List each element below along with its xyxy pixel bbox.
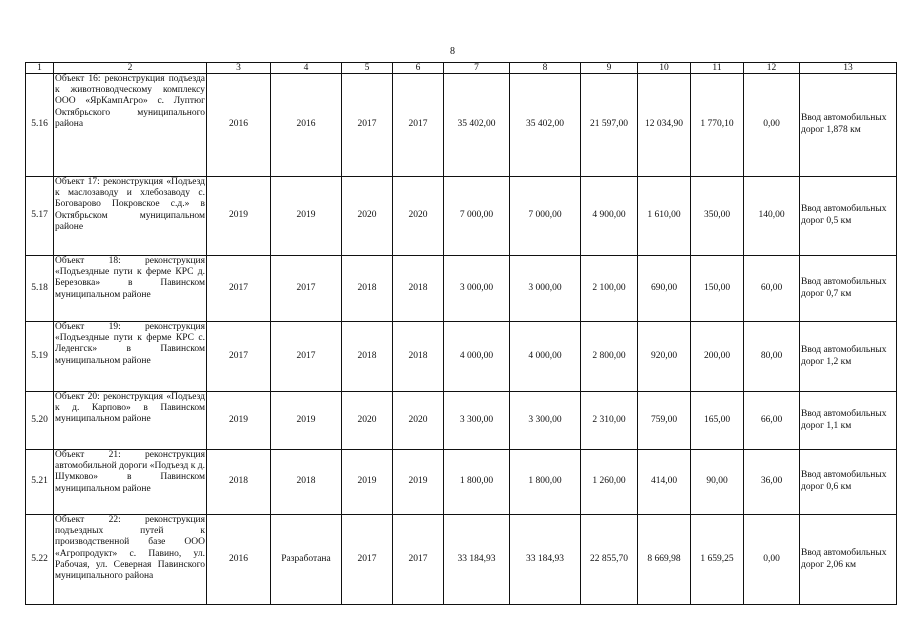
cell-col8: 35 402,00: [510, 74, 581, 177]
cell-col6: 2019: [393, 450, 444, 515]
cell-col8: 1 800,00: [510, 450, 581, 515]
cell-col12: 66,00: [744, 392, 800, 450]
cell-col9: 4 900,00: [581, 177, 638, 256]
table-row: [26, 322, 897, 392]
cell-col4: 2017: [271, 322, 342, 392]
cell-col5: 2018: [342, 322, 393, 392]
row-number: 5.17: [26, 177, 54, 256]
row-number: 5.21: [26, 450, 54, 515]
cell-col7: 4 000,00: [444, 322, 510, 392]
cell-col5: 2019: [342, 450, 393, 515]
column-header: 6: [393, 63, 444, 74]
row-number: 5.19: [26, 322, 54, 392]
cell-col3: 2017: [207, 322, 271, 392]
column-header: 12: [744, 63, 800, 74]
result-description: Ввод автомобильных дорог 2,06 км: [800, 515, 897, 605]
table-row: [26, 177, 897, 256]
cell-col9: 22 855,70: [581, 515, 638, 605]
cell-col8: 3 000,00: [510, 256, 581, 322]
cell-col4: 2017: [271, 256, 342, 322]
cell-col7: 3 300,00: [444, 392, 510, 450]
cell-col10: 920,00: [638, 322, 691, 392]
cell-col10: 690,00: [638, 256, 691, 322]
cell-col7: 35 402,00: [444, 74, 510, 177]
column-header: 10: [638, 63, 691, 74]
cell-col9: 1 260,00: [581, 450, 638, 515]
cell-col12: 60,00: [744, 256, 800, 322]
column-header: 3: [207, 63, 271, 74]
cell-col4: 2016: [271, 74, 342, 177]
column-header: 11: [691, 63, 744, 74]
cell-col6: 2018: [393, 322, 444, 392]
result-description: Ввод автомобильных дорог 1,2 км: [800, 322, 897, 392]
table-row: [26, 256, 897, 322]
column-header: 5: [342, 63, 393, 74]
cell-col3: 2018: [207, 450, 271, 515]
cell-col8: 3 300,00: [510, 392, 581, 450]
cell-col12: 80,00: [744, 322, 800, 392]
result-description: Ввод автомобильных дорог 0,6 км: [800, 450, 897, 515]
cell-col8: 7 000,00: [510, 177, 581, 256]
column-header: 13: [800, 63, 897, 74]
cell-col12: 0,00: [744, 515, 800, 605]
cell-col10: 8 669,98: [638, 515, 691, 605]
cell-col10: 759,00: [638, 392, 691, 450]
result-description: Ввод автомобильных дорог 1,1 км: [800, 392, 897, 450]
header-row: [26, 63, 897, 74]
cell-col6: 2018: [393, 256, 444, 322]
cell-col3: 2017: [207, 256, 271, 322]
cell-col11: 1 770,10: [691, 74, 744, 177]
cell-col11: 200,00: [691, 322, 744, 392]
data-table: [25, 62, 897, 605]
object-description: Объект 16: реконструкция подъезда к животноводческому комплексу ООО «ЯрКампАгро» с. Луптюг Октябрьского муниципального района: [54, 74, 207, 177]
table-row: [26, 450, 897, 515]
cell-col12: 36,00: [744, 450, 800, 515]
cell-col6: 2020: [393, 392, 444, 450]
object-description: Объект 19: реконструкция «Подъездные пути к ферме КРС с. Леденгск» в Павинском муниципальном районе: [54, 322, 207, 392]
cell-col6: 2017: [393, 515, 444, 605]
object-description: Объект 17: реконструкция «Подъезд к маслозаводу и хлебозаводу с. Боговарово Покровское с.д.» в Октябрьском муниципальном районе: [54, 177, 207, 256]
cell-col11: 1 659,25: [691, 515, 744, 605]
page-number: 8: [450, 46, 455, 57]
cell-col3: 2016: [207, 74, 271, 177]
cell-col4: 2018: [271, 450, 342, 515]
cell-col7: 1 800,00: [444, 450, 510, 515]
object-description: Объект 22: реконструкция подъездных путей к производственной базе ООО «Агропродукт» с. Павино, ул. Рабочая, ул. Северная Павинского муниципального района: [54, 515, 207, 605]
cell-col7: 33 184,93: [444, 515, 510, 605]
row-number: 5.18: [26, 256, 54, 322]
column-header: 2: [54, 63, 207, 74]
cell-col5: 2020: [342, 177, 393, 256]
cell-col4: Разработана: [271, 515, 342, 605]
cell-col5: 2017: [342, 74, 393, 177]
cell-col12: 140,00: [744, 177, 800, 256]
cell-col9: 2 310,00: [581, 392, 638, 450]
column-header: 7: [444, 63, 510, 74]
cell-col7: 7 000,00: [444, 177, 510, 256]
table-row: [26, 392, 897, 450]
cell-col9: 21 597,00: [581, 74, 638, 177]
cell-col10: 414,00: [638, 450, 691, 515]
cell-col8: 33 184,93: [510, 515, 581, 605]
cell-col4: 2019: [271, 392, 342, 450]
cell-col5: 2020: [342, 392, 393, 450]
column-header: 8: [510, 63, 581, 74]
column-header: 4: [271, 63, 342, 74]
cell-col5: 2018: [342, 256, 393, 322]
cell-col6: 2017: [393, 74, 444, 177]
cell-col11: 350,00: [691, 177, 744, 256]
cell-col10: 12 034,90: [638, 74, 691, 177]
cell-col11: 90,00: [691, 450, 744, 515]
cell-col8: 4 000,00: [510, 322, 581, 392]
cell-col4: 2019: [271, 177, 342, 256]
row-number: 5.20: [26, 392, 54, 450]
cell-col7: 3 000,00: [444, 256, 510, 322]
cell-col3: 2019: [207, 177, 271, 256]
object-description: Объект 18: реконструкция «Подъездные пути к ферме КРС д. Березовка» в Павинском муниципальном районе: [54, 256, 207, 322]
cell-col9: 2 800,00: [581, 322, 638, 392]
column-header: 9: [581, 63, 638, 74]
cell-col3: 2016: [207, 515, 271, 605]
object-description: Объект 20: реконструкция «Подъезд к д. Карпово» в Павинском муниципальном районе: [54, 392, 207, 450]
cell-col9: 2 100,00: [581, 256, 638, 322]
table-row: [26, 515, 897, 605]
row-number: 5.16: [26, 74, 54, 177]
object-description: Объект 21: реконструкция автомобильной дороги «Подъезд к д. Шумково» в Павинском муниципальном районе: [54, 450, 207, 515]
cell-col5: 2017: [342, 515, 393, 605]
table-row: [26, 74, 897, 177]
result-description: Ввод автомобильных дорог 0,5 км: [800, 177, 897, 256]
cell-col11: 165,00: [691, 392, 744, 450]
result-description: Ввод автомобильных дорог 1,878 км: [800, 74, 897, 177]
cell-col12: 0,00: [744, 74, 800, 177]
cell-col10: 1 610,00: [638, 177, 691, 256]
column-header: 1: [26, 63, 54, 74]
cell-col3: 2019: [207, 392, 271, 450]
cell-col11: 150,00: [691, 256, 744, 322]
result-description: Ввод автомобильных дорог 0,7 км: [800, 256, 897, 322]
row-number: 5.22: [26, 515, 54, 605]
cell-col6: 2020: [393, 177, 444, 256]
